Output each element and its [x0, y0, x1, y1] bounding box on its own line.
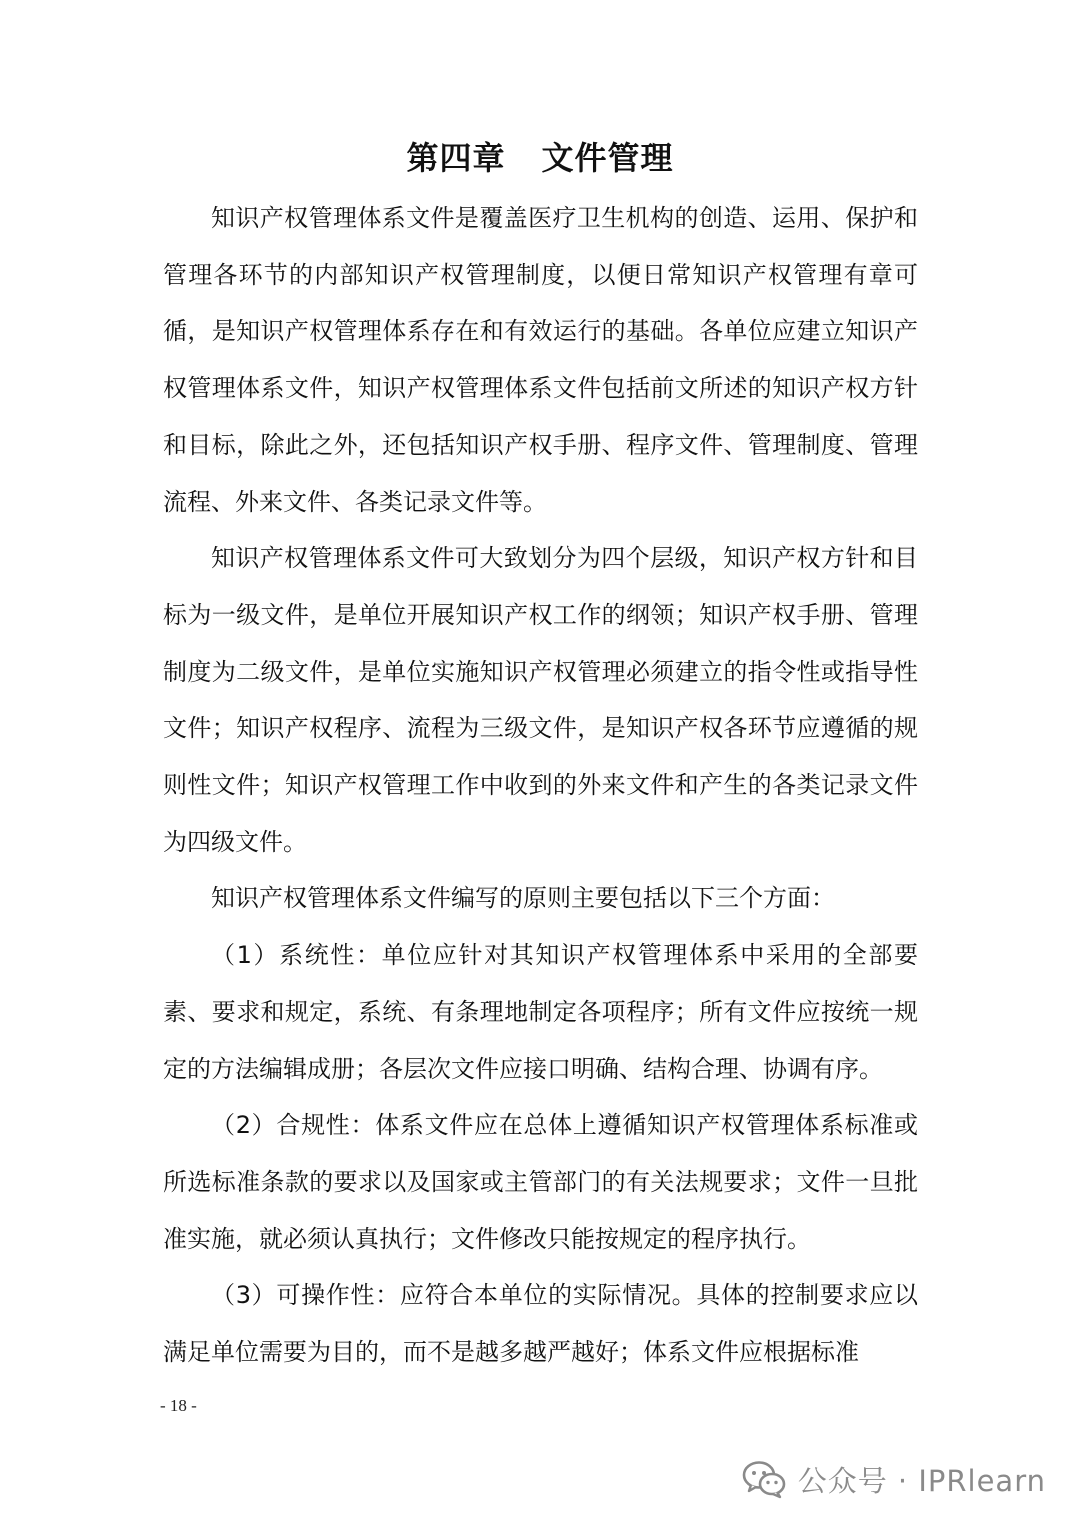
paragraph-overview: 知识产权管理体系文件是覆盖医疗卫生机构的创造、运用、保护和管理各环节的内部知识产权管理制度，以便日常知识产权管理有章可循，是知识产权管理体系存在和有效运行的基础。各单位应建立知识产权管理体系文件，知识产权管理体系文件包括前文所述的知识产权方针和目标，除此之外，还包括知识产权手册、程序文件、管理制度、管理流程、外来文件、各类记录文件等。 — [163, 204, 918, 516]
paragraph-levels: 知识产权管理体系文件可大致划分为四个层级，知识产权方针和目标为一级文件，是单位开展知识产权工作的纲领；知识产权手册、管理制度为二级文件，是单位实施知识产权管理必须建立的指令性或指导性文件；知识产权程序、流程为三级文件，是知识产权各环节应遵循的规则性文件；知识产权管理工作中收到的外来文件和产生的各类记录文件为四级文件。 — [163, 544, 918, 856]
chapter-body — [163, 190, 918, 1381]
wechat-icon — [742, 1459, 786, 1499]
chapter-heading — [0, 130, 1080, 186]
paragraph-principle-operability: （3）可操作性：应符合本单位的实际情况。具体的控制要求应以满足单位需要为目的，而不是越多越严越好；体系文件应根据标准 — [163, 1281, 918, 1367]
chapter-number: 第四章 — [406, 139, 506, 177]
paragraph-principles-intro: 知识产权管理体系文件编写的原则主要包括以下三个方面： — [211, 884, 835, 913]
watermark — [742, 1452, 1046, 1506]
page-number: - 18 - — [160, 1396, 197, 1415]
paragraph-principle-compliance: （2）合规性：体系文件应在总体上遵循知识产权管理体系标准或所选标准条款的要求以及国家或主管部门的有关法规要求；文件一旦批准实施，就必须认真执行；文件修改只能按规定的程序执行。 — [163, 1111, 918, 1253]
chapter-title: 文件管理 — [541, 139, 674, 177]
paragraph-principle-systematic: （1）系统性：单位应针对其知识产权管理体系中采用的全部要素、要求和规定，系统、有条理地制定各项程序；所有文件应按统一规定的方法编辑成册；各层次文件应接口明确、结构合理、协调有序。 — [163, 941, 918, 1083]
watermark-text: 公众号 · IPRlearn — [797, 1463, 1046, 1498]
